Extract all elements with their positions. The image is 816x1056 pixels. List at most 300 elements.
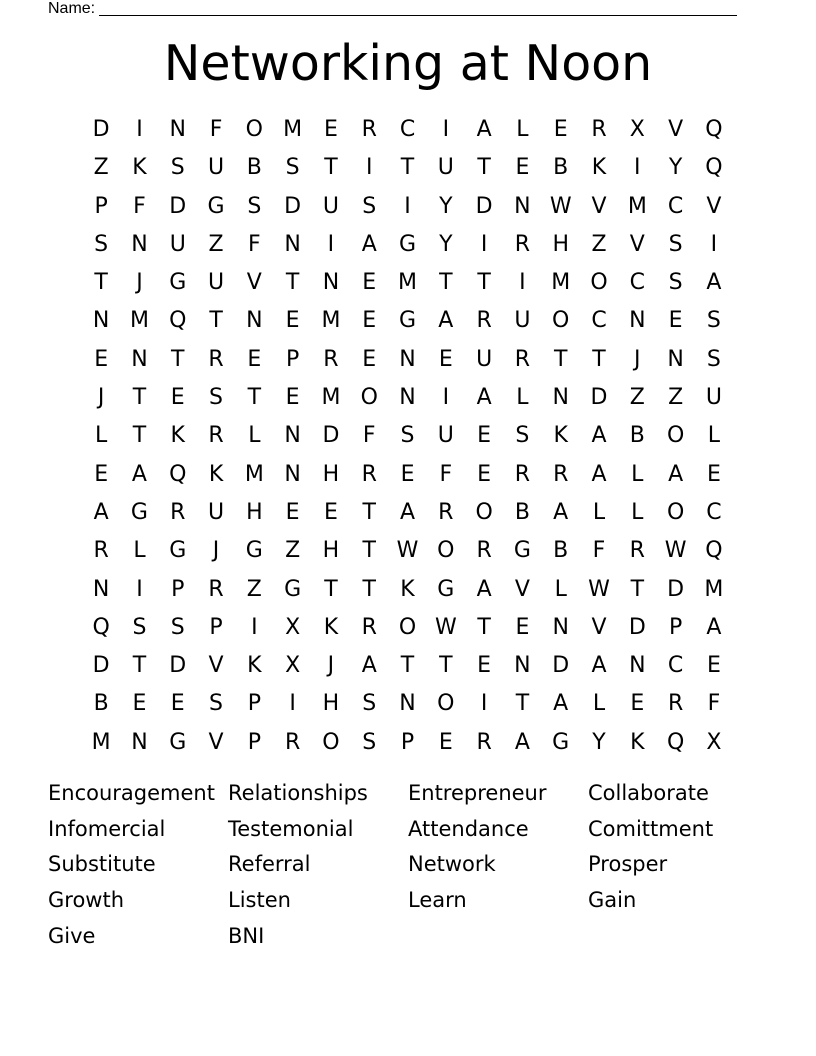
grid-letter[interactable]: L [516,385,529,411]
grid-letter[interactable]: S [706,346,721,372]
grid-letter[interactable]: N [399,385,416,411]
grid-letter[interactable]: W [434,614,457,640]
grid-letter[interactable]: E [362,346,377,372]
grid-letter[interactable]: R [476,729,492,755]
grid-letter[interactable]: E [706,653,721,679]
grid-letter[interactable]: E [285,499,300,525]
grid-letter[interactable]: O [245,117,263,142]
grid-letter[interactable]: A [361,653,377,679]
grid-letter[interactable]: M [283,117,303,142]
grid-letter[interactable]: R [553,461,569,487]
grid-letter[interactable]: R [514,346,531,372]
grid-letter[interactable]: N [131,231,148,257]
grid-letter[interactable]: A [514,729,530,755]
grid-row [82,532,733,570]
grid-letter[interactable]: T [477,614,491,640]
grid-letter[interactable]: E [94,346,109,372]
grid-letter[interactable]: N [399,346,416,372]
grid-letter[interactable]: O [666,499,685,525]
grid-letter[interactable]: N [514,653,531,679]
grid-letter[interactable]: E [668,308,683,334]
grid-letter[interactable]: S [362,729,377,755]
grid-letter[interactable]: M [321,385,341,411]
grid-letter[interactable]: W [549,193,572,219]
grid-letter[interactable]: N [246,308,263,334]
word-bank [48,776,768,954]
grid-letter[interactable]: E [362,308,377,334]
grid-letter[interactable]: E [170,691,185,717]
grid-letter[interactable]: N [322,270,340,296]
grid-letter[interactable]: A [668,461,684,487]
grid-letter[interactable]: Z [591,231,607,257]
grid-letter[interactable]: L [516,117,529,142]
grid-letter[interactable]: R [361,117,377,142]
grid-letter[interactable]: J [327,653,335,679]
grid-letter[interactable]: G [398,231,417,257]
grid-letter[interactable]: E [323,499,338,525]
grid-letter[interactable]: U [437,155,454,181]
grid-letter[interactable]: D [169,653,187,679]
grid-letter[interactable]: S [247,193,262,219]
grid-letter[interactable]: Q [705,155,723,181]
grid-letter[interactable]: B [514,499,530,525]
grid-letter[interactable]: R [208,423,224,449]
grid-letter[interactable]: A [438,308,454,334]
grid-letter[interactable]: P [668,614,683,640]
grid-letter[interactable]: T [324,155,338,181]
grid-letter[interactable]: N [131,729,148,755]
name-blank-line[interactable] [99,1,737,16]
grid-letter[interactable]: C [667,193,684,219]
grid-letter[interactable]: O [437,538,455,564]
grid-letter[interactable]: N [92,576,110,602]
grid-letter[interactable]: A [93,499,109,525]
grid-letter[interactable]: K [132,155,147,181]
grid-letter[interactable]: E [515,155,530,181]
grid-letter[interactable]: U [169,231,186,257]
grid-letter[interactable]: P [209,614,223,640]
grid-letter[interactable]: K [247,653,262,679]
grid-letter[interactable]: Y [592,729,606,755]
grid-letter[interactable]: G [398,308,417,334]
grid-letter[interactable]: E [630,691,645,717]
grid-letter[interactable]: A [591,423,607,449]
grid-letter[interactable]: L [133,538,146,564]
grid-letter[interactable]: U [207,155,225,181]
grid-letter[interactable]: V [591,193,607,219]
grid-letter[interactable]: O [322,729,340,755]
grid-letter[interactable]: B [629,423,645,449]
grid-letter[interactable]: T [247,385,262,411]
grid-letter[interactable]: L [631,499,644,525]
grid-letter[interactable]: I [251,614,258,640]
grid-letter[interactable]: V [514,576,530,602]
grid-letter[interactable]: T [400,155,415,181]
grid-letter[interactable]: Q [705,538,723,564]
grid-letter[interactable]: E [170,385,185,411]
grid-letter[interactable]: K [630,729,645,755]
grid-letter[interactable]: T [439,270,453,296]
grid-letter[interactable]: T [132,385,147,411]
grid-letter[interactable]: T [477,155,491,181]
grid-letter[interactable]: A [591,653,607,679]
grid-letter[interactable]: S [515,423,530,449]
grid-letter[interactable]: H [322,691,340,717]
grid-letter[interactable]: S [706,308,721,334]
grid-letter[interactable]: S [362,691,377,717]
grid-letter[interactable]: T [324,576,338,602]
grid-letter[interactable]: X [285,653,301,679]
grid-letter[interactable]: C [399,117,416,142]
grid-letter[interactable]: E [285,385,300,411]
grid-letter[interactable]: T [553,346,568,372]
grid-letter[interactable]: N [552,385,569,411]
grid-letter[interactable]: R [514,231,531,257]
grid-letter[interactable]: Q [666,729,685,755]
grid-letter[interactable]: E [132,691,147,717]
grid-letter[interactable]: T [132,423,147,449]
grid-letter[interactable]: G [245,538,263,564]
grid-letter[interactable]: T [362,499,376,525]
grid-letter[interactable]: K [170,423,185,449]
word-bank-item: Growth [48,888,125,913]
grid-letter[interactable]: O [666,423,685,449]
grid-letter[interactable]: T [285,270,300,296]
grid-letter[interactable]: O [398,614,417,640]
grid-letter[interactable]: U [705,385,722,411]
grid-letter[interactable]: M [244,461,264,487]
grid-letter[interactable]: A [706,614,722,640]
grid-letter[interactable]: I [634,155,641,181]
grid-letter[interactable]: E [553,117,568,142]
grid-letter[interactable]: H [322,461,340,487]
grid-letter[interactable]: R [93,538,109,564]
grid-letter[interactable]: N [399,691,416,717]
word-bank-item: Relationships [228,781,368,805]
grid-letter[interactable]: D [667,576,685,602]
grid-letter[interactable]: E [477,461,492,487]
grid-letter[interactable]: J [136,270,143,296]
grid-letter[interactable]: D [169,193,187,219]
grid-letter[interactable]: E [706,461,721,487]
grid-letter[interactable]: A [131,461,147,487]
grid-letter[interactable]: W [664,538,687,564]
grid-letter[interactable]: E [438,729,453,755]
grid-letter[interactable]: N [284,423,301,449]
word-bank-item: Substitute [48,852,156,877]
grid-letter[interactable]: V [668,117,684,142]
grid-letter[interactable]: J [634,346,641,372]
grid-letter[interactable]: E [515,614,530,640]
grid-letter[interactable]: I [327,231,335,257]
grid-letter[interactable]: N [284,231,301,257]
grid-letter[interactable]: Q [705,117,723,142]
grid-letter[interactable]: S [132,614,147,640]
grid-row [82,571,733,609]
grid-letter[interactable]: T [592,346,606,372]
grid-letter[interactable]: T [209,308,223,334]
grid-letter[interactable]: Z [629,385,645,411]
grid-letter[interactable]: R [438,499,454,525]
grid-letter[interactable]: V [591,614,607,640]
grid-letter[interactable]: I [136,576,143,602]
grid-letter[interactable]: O [437,691,455,717]
grid-letter[interactable]: U [322,193,339,219]
grid-letter[interactable]: A [706,270,722,296]
grid-letter[interactable]: J [97,385,105,411]
grid-letter[interactable]: R [514,461,531,487]
grid-letter[interactable]: G [552,729,570,755]
grid-letter[interactable]: R [208,576,224,602]
grid-letter[interactable]: O [360,385,378,411]
grid-letter[interactable]: F [133,193,146,219]
grid-letter[interactable]: N [284,461,301,487]
grid-letter[interactable]: Z [93,155,109,181]
grid-letter[interactable]: M [551,270,571,296]
grid-letter[interactable]: L [592,691,606,717]
grid-letter[interactable]: K [400,576,415,602]
grid-letter[interactable]: H [552,231,569,257]
grid-letter[interactable]: G [207,193,225,219]
grid-letter[interactable]: A [476,576,492,602]
grid-letter[interactable]: L [631,461,644,487]
grid-letter[interactable]: M [91,729,111,755]
grid-letter[interactable]: E [362,270,377,296]
grid-letter[interactable]: K [591,155,607,181]
grid-letter[interactable]: I [136,117,143,142]
grid-letter[interactable]: R [170,499,186,525]
grid-letter[interactable]: V [208,729,224,755]
grid-letter[interactable]: C [629,270,645,296]
grid-letter[interactable]: I [404,193,411,219]
grid-letter[interactable]: U [207,499,225,525]
grid-letter[interactable]: W [588,576,610,602]
grid-letter[interactable]: D [284,193,302,219]
grid-letter[interactable]: A [476,385,492,411]
grid-letter[interactable]: B [553,155,569,181]
grid-letter[interactable]: G [169,538,187,564]
grid-letter[interactable]: S [170,155,185,181]
grid-letter[interactable]: A [553,499,569,525]
grid-letter[interactable]: P [285,346,300,372]
grid-letter[interactable]: S [362,193,377,219]
grid-letter[interactable]: Y [439,193,453,219]
grid-letter[interactable]: F [362,423,376,449]
grid-letter[interactable]: R [476,308,492,334]
grid-letter[interactable]: B [246,155,262,181]
grid-letter[interactable]: U [514,308,531,334]
grid-letter[interactable]: S [170,614,185,640]
grid-letter[interactable]: I [519,270,526,296]
grid-letter[interactable]: S [209,691,224,717]
grid-letter[interactable]: H [322,538,340,564]
grid-letter[interactable]: T [94,270,108,296]
grid-letter[interactable]: L [248,423,261,449]
grid-letter[interactable]: D [552,653,570,679]
grid-letter[interactable]: F [592,538,606,564]
grid-letter[interactable]: F [209,117,223,142]
grid-letter[interactable]: P [400,729,415,755]
grid-letter[interactable]: C [706,499,722,525]
grid-letter[interactable]: I [710,231,718,257]
grid-letter[interactable]: T [439,653,453,679]
grid-letter[interactable]: T [515,691,530,717]
grid-letter[interactable]: H [246,499,263,525]
grid-letter[interactable]: P [171,576,185,602]
grid-letter[interactable]: E [285,308,300,334]
grid-letter[interactable]: S [209,385,224,411]
grid-letter[interactable]: I [442,385,450,411]
grid-letter[interactable]: T [477,270,491,296]
grid-letter[interactable]: I [442,117,450,142]
grid-letter[interactable]: U [437,423,454,449]
grid-letter[interactable]: F [248,231,261,257]
grid-letter[interactable]: K [323,614,339,640]
word-bank-item: Encouragement [48,781,215,805]
grid-letter[interactable]: R [591,117,607,142]
grid-letter[interactable]: S [668,270,683,296]
word-bank-item: Prosper [588,852,668,877]
grid-letter[interactable]: G [284,576,302,602]
grid-letter[interactable]: N [667,346,684,372]
grid-letter[interactable]: I [289,691,296,717]
grid-letter[interactable]: T [132,653,147,679]
grid-letter[interactable]: X [629,117,645,142]
grid-letter[interactable]: E [438,346,453,372]
grid-letter[interactable]: U [207,270,225,296]
grid-letter[interactable]: S [94,231,109,257]
grid-letter[interactable]: N [552,614,569,640]
grid-letter[interactable]: E [400,461,415,487]
grid-letter[interactable]: M [627,193,647,219]
word-bank-item: Entrepreneur [408,781,547,805]
grid-letter[interactable]: E [477,423,492,449]
grid-letter[interactable]: N [514,193,531,219]
grid-letter[interactable]: G [130,499,148,525]
grid-letter[interactable]: C [667,653,684,679]
grid-letter[interactable]: M [398,270,418,296]
grid-letter[interactable]: O [552,308,570,334]
grid-letter[interactable]: V [208,653,224,679]
grid-letter[interactable]: T [171,346,185,372]
grid-letter[interactable]: A [476,117,492,142]
grid-letter[interactable]: I [480,691,488,717]
grid-letter[interactable]: I [365,155,373,181]
grid-letter[interactable]: E [247,346,262,372]
grid-letter[interactable]: M [129,308,149,334]
grid-letter[interactable]: B [93,691,109,717]
grid-letter[interactable]: T [630,576,645,602]
grid-letter[interactable]: V [629,231,645,257]
grid-letter[interactable]: M [704,576,724,602]
grid-letter[interactable]: N [629,308,646,334]
grid-letter[interactable]: R [629,538,645,564]
grid-letter[interactable]: Z [246,576,262,602]
word-bank-item: Gain [588,888,637,913]
grid-letter[interactable]: S [285,155,300,181]
grid-letter[interactable]: N [131,346,148,372]
grid-letter[interactable]: Q [169,461,187,487]
grid-letter[interactable]: X [285,614,301,640]
grid-letter[interactable]: T [362,538,376,564]
grid-letter[interactable]: L [554,576,567,602]
grid-letter[interactable]: M [321,308,341,334]
grid-letter[interactable]: R [361,461,377,487]
grid-letter[interactable]: A [399,499,416,525]
grid-letter[interactable]: D [590,385,608,411]
grid-letter[interactable]: Z [285,538,301,564]
grid-letter[interactable]: N [629,653,646,679]
grid-letter[interactable]: A [591,461,607,487]
grid-letter[interactable]: B [553,538,569,564]
grid-letter[interactable]: G [437,576,455,602]
grid-letter[interactable]: Y [439,231,453,257]
grid-letter[interactable]: D [92,117,110,142]
grid-letter[interactable]: V [246,270,262,296]
grid-letter[interactable]: L [707,423,721,449]
grid-letter[interactable]: E [477,653,492,679]
grid-letter[interactable]: F [707,691,721,717]
grid-letter[interactable]: I [480,231,488,257]
grid-letter[interactable]: D [628,614,646,640]
grid-letter[interactable]: O [590,270,608,296]
grid-letter[interactable]: R [361,614,377,640]
grid-letter[interactable]: N [169,117,186,142]
grid-letter[interactable]: G [513,538,531,564]
grid-letter[interactable]: T [362,576,376,602]
grid-letter[interactable]: Q [92,614,110,640]
grid-letter[interactable]: L [592,499,606,525]
grid-letter[interactable]: P [247,691,261,717]
grid-letter[interactable]: O [475,499,493,525]
grid-letter[interactable]: P [247,729,261,755]
grid-letter[interactable]: S [400,423,415,449]
grid-letter[interactable]: G [169,729,187,755]
grid-letter[interactable]: J [212,538,220,564]
grid-letter[interactable]: Z [668,385,684,411]
grid-letter[interactable]: Y [668,155,683,181]
grid-letter[interactable]: D [475,193,493,219]
grid-letter[interactable]: K [208,461,224,487]
grid-letter[interactable]: G [169,270,187,296]
grid-letter[interactable]: E [94,461,109,487]
grid-letter[interactable]: K [553,423,568,449]
grid-letter[interactable]: T [400,653,415,679]
grid-letter[interactable]: U [476,346,493,372]
grid-letter[interactable]: R [208,346,224,372]
grid-letter[interactable]: P [94,193,108,219]
grid-letter[interactable]: E [323,117,338,142]
grid-letter[interactable]: L [95,423,108,449]
grid-letter[interactable]: Q [169,308,187,334]
grid-letter[interactable]: R [323,346,339,372]
grid-letter[interactable]: C [591,308,607,334]
grid-letter[interactable]: R [476,538,492,564]
grid-letter[interactable]: R [284,729,301,755]
grid-letter[interactable]: A [361,231,377,257]
grid-letter[interactable]: W [396,538,419,564]
grid-letter[interactable]: N [92,308,110,334]
grid-letter[interactable]: X [706,729,722,755]
grid-letter[interactable]: V [706,193,722,219]
grid-letter[interactable]: D [322,423,340,449]
grid-letter[interactable]: D [92,653,110,679]
grid-letter[interactable]: F [439,461,453,487]
grid-letter[interactable]: S [668,231,683,257]
grid-letter[interactable]: Z [208,231,224,257]
grid-letter[interactable]: R [667,691,684,717]
grid-letter[interactable]: A [553,691,569,717]
